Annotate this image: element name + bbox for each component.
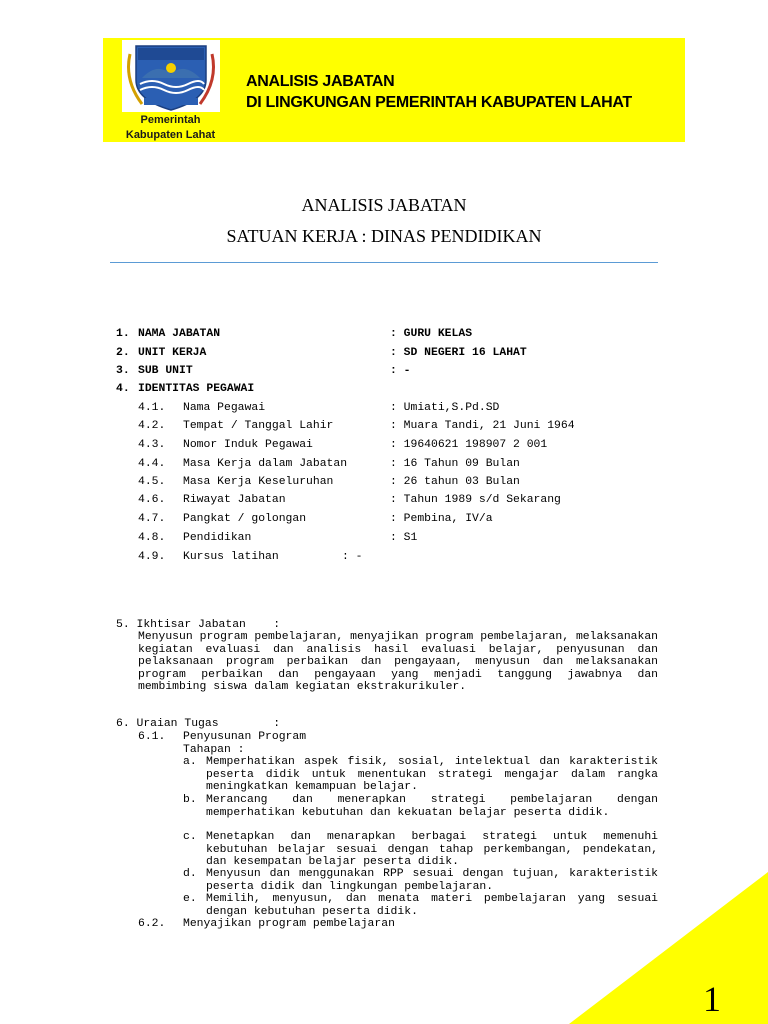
- uraian-sub2-num: 6.2.: [138, 918, 166, 930]
- ikhtisar-heading: 5. Ikhtisar Jabatan :: [116, 619, 281, 631]
- field-value: : SD NEGERI 16 LAHAT: [390, 347, 527, 359]
- task-letter: c.: [183, 831, 197, 843]
- identitas-label: Pendidikan: [183, 532, 252, 544]
- task-text: Memperhatikan aspek fisik, sosial, intelektual dan karakteristik peserta didik untuk menentukan strategi mengajar dalam rangka meningkatkan kemampuan belajar.: [206, 756, 658, 794]
- field-label: NAMA JABATAN: [138, 328, 221, 340]
- identitas-num: 4.5.: [138, 476, 166, 488]
- task-letter: e.: [183, 893, 197, 905]
- field-label: IDENTITAS PEGAWAI: [138, 383, 255, 395]
- identitas-value: : 26 tahun 03 Bulan: [390, 476, 520, 488]
- field-row: 1.: [116, 328, 130, 340]
- task-text: Memilih, menyusun, dan menata materi pembelajaran yang sesuai dengan kebutuhan peserta didik.: [206, 893, 658, 918]
- identitas-num: 4.7.: [138, 513, 166, 525]
- identitas-num: 4.6.: [138, 494, 166, 506]
- task-letter: b.: [183, 794, 197, 806]
- banner-title-line1: ANALISIS JABATAN: [246, 73, 395, 90]
- identitas-num: 4.4.: [138, 458, 166, 470]
- identitas-num: 4.9.: [138, 551, 166, 563]
- field-label: SUB UNIT: [138, 365, 193, 377]
- identitas-label: Kursus latihan: [183, 551, 279, 563]
- identitas-num: 4.2.: [138, 420, 166, 432]
- logo-caption-line1: Pemerintah: [140, 114, 201, 126]
- identitas-label: Masa Kerja Keseluruhan: [183, 476, 334, 488]
- identitas-value: : 19640621 198907 2 001: [390, 439, 548, 451]
- field-row: 2.: [116, 347, 130, 359]
- task-text: Menetapkan dan menarapkan berbagai strategi untuk memenuhi kebutuhan belajar sesuai dengan tahap perkembangan, pendekatan, dan kesempatan belajar peserta didik.: [206, 831, 658, 869]
- identitas-num: 4.8.: [138, 532, 166, 544]
- uraian-heading: 6. Uraian Tugas :: [116, 718, 281, 730]
- document-subtitle: SATUAN KERJA : DINAS PENDIDIKAN: [226, 226, 542, 246]
- task-letter: d.: [183, 868, 197, 880]
- identitas-label: Tempat / Tanggal Lahir: [183, 420, 334, 432]
- field-row: 3.: [116, 365, 130, 377]
- task-text: Menyusun dan menggunakan RPP sesuai dengan tujuan, karakteristik peserta didik dan lingkungan pembelajaran.: [206, 868, 658, 893]
- identitas-num: 4.1.: [138, 402, 166, 414]
- identitas-label: Masa Kerja dalam Jabatan: [183, 458, 348, 470]
- identitas-value: : Tahun 1989 s/d Sekarang: [390, 494, 561, 506]
- identitas-value: : Umiati,S.Pd.SD: [390, 402, 500, 414]
- document-title: ANALISIS JABATAN: [301, 195, 467, 215]
- banner-title-line2: DI LINGKUNGAN PEMERINTAH KABUPATEN LAHAT: [246, 94, 632, 111]
- uraian-sub2-label: Menyajikan program pembelajaran: [183, 918, 395, 930]
- identitas-value: : 16 Tahun 09 Bulan: [390, 458, 520, 470]
- tahapan-label: Tahapan :: [183, 744, 245, 756]
- task-letter: a.: [183, 756, 197, 768]
- identitas-value: : Pembina, IV/a: [390, 513, 493, 525]
- identitas-label: Riwayat Jabatan: [183, 494, 286, 506]
- field-value: : -: [390, 365, 411, 377]
- logo-caption-line2: Kabupaten Lahat: [125, 129, 216, 141]
- identitas-label: Nama Pegawai: [183, 402, 266, 414]
- identitas-label: Nomor Induk Pegawai: [183, 439, 313, 451]
- field-value: : GURU KELAS: [390, 328, 473, 340]
- field-row: 4.: [116, 383, 130, 395]
- identitas-value: : -: [342, 551, 363, 563]
- uraian-sub1-label: Penyusunan Program: [183, 731, 307, 743]
- ikhtisar-text: Menyusun program pembelajaran, menyajikan program pembelajaran, melaksanakan kegiatan evaluasi dan analisis hasil evaluasi belajar, penyusunan dan pelaksanaan program perbaikan dan pengayaan, menyusun dan melaksanakan program perbaikan dan pengayaan yang menjadi tanggung jawabnya dan membimbing siswa dalam kegiatan ekstrakurikuler.: [138, 631, 658, 694]
- uraian-sub1-num: 6.1.: [138, 731, 166, 743]
- page-number: 1: [703, 979, 721, 1019]
- identitas-label: Pangkat / golongan: [183, 513, 307, 525]
- task-text: Merancang dan menerapkan strategi pembelajaran dengan memperhatikan kebutuhan dan kekuatan belajar peserta didik.: [206, 794, 658, 819]
- field-label: UNIT KERJA: [138, 347, 207, 359]
- identitas-num: 4.3.: [138, 439, 166, 451]
- identitas-value: : S1: [390, 532, 418, 544]
- identitas-value: : Muara Tandi, 21 Juni 1964: [390, 420, 575, 432]
